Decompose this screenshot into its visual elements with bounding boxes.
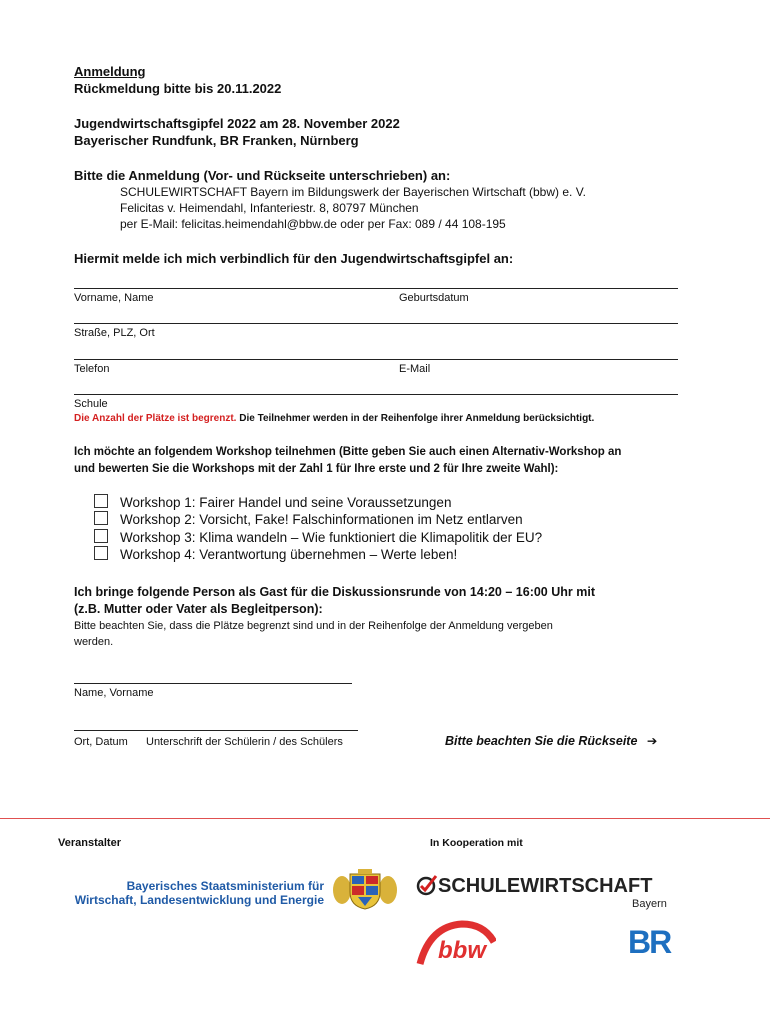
signature-line[interactable]	[74, 730, 358, 731]
schulewirtschaft-region: Bayern	[632, 898, 667, 910]
workshop-heading-2: und bewerten Sie die Workshops mit der Zahl 1 für Ihre erste und 2 für Ihre zweite Wahl):	[74, 463, 559, 475]
bbw-logo-text: bbw	[438, 937, 486, 964]
workshop-3-checkbox[interactable]	[94, 529, 108, 543]
guest-note-1: Bitte beachten Sie, dass die Plätze begrenzt sind und in der Reihenfolge der Anmeldung vergeben	[74, 620, 553, 632]
event-title: Jugendwirtschaftsgipfel 2022 am 28. November 2022	[74, 116, 400, 131]
limited-places-order: Die Teilnehmer werden in der Reihenfolge ihrer Anmeldung berücksichtigt.	[236, 413, 595, 424]
workshop-2-label: Workshop 2: Vorsicht, Fake! Falschinformationen im Netz entlarven	[120, 512, 523, 527]
event-venue: Bayerischer Rundfunk, BR Franken, Nürnberg	[74, 133, 359, 148]
workshop-4-label: Workshop 4: Verantwortung übernehmen – Werte leben!	[120, 547, 458, 562]
workshop-heading-1: Ich möchte an folgendem Workshop teilnehmen (Bitte geben Sie auch einen Alternativ-Workshop an	[74, 446, 622, 458]
backside-note	[445, 733, 657, 749]
school-line[interactable]	[74, 394, 678, 395]
schulewirtschaft-check-icon	[416, 874, 438, 896]
limited-places-warning: Die Anzahl der Plätze ist begrenzt.	[74, 413, 237, 424]
address-intro: Bitte die Anmeldung (Vor- und Rückseite unterschrieben) an:	[74, 168, 451, 183]
guest-heading-1: Ich bringe folgende Person als Gast für die Diskussionsrunde von 14:20 – 16:00 Uhr mit	[74, 585, 595, 599]
workshop-1-checkbox[interactable]	[94, 494, 108, 508]
name-label: Vorname, Name	[74, 292, 154, 304]
form-title: Anmeldung	[74, 64, 146, 79]
organizer-label: Veranstalter	[58, 837, 121, 849]
email-label: E-Mail	[399, 363, 431, 375]
signature-label: Unterschrift der Schülerin / des Schülers	[146, 736, 343, 748]
workshop-4-checkbox[interactable]	[94, 546, 108, 560]
guest-heading-2: (z.B. Mutter oder Vater als Begleitperson):	[74, 602, 323, 616]
address-line-1: SCHULEWIRTSCHAFT Bayern im Bildungswerk der Bayerischen Wirtschaft (bbw) e. V.	[120, 185, 586, 199]
limited-places-note	[74, 412, 594, 426]
phone-email-line[interactable]	[74, 359, 678, 360]
school-label: Schule	[74, 398, 108, 410]
backside-note-text: Bitte beachten Sie die Rückseite	[445, 734, 638, 748]
ministry-name-2: Wirtschaft, Landesentwicklung und Energie	[74, 893, 324, 907]
bbw-logo	[416, 920, 496, 966]
schulewirtschaft-logo: SCHULEWIRTSCHAFT	[438, 875, 653, 897]
ministry-name-1: Bayerisches Staatsministerium für	[126, 879, 324, 893]
guest-note-2: werden.	[74, 636, 114, 648]
phone-label: Telefon	[74, 363, 110, 375]
name-line[interactable]	[74, 288, 678, 289]
birthdate-label: Geburtsdatum	[399, 292, 469, 304]
guest-name-line[interactable]	[74, 683, 352, 684]
place-date-label: Ort, Datum	[74, 736, 128, 748]
arrow-right-icon: ➔	[646, 734, 658, 748]
bavarian-coat-of-arms-icon	[332, 868, 398, 910]
street-line[interactable]	[74, 323, 678, 324]
street-label: Straße, PLZ, Ort	[74, 327, 155, 339]
guest-name-label: Name, Vorname	[74, 687, 154, 699]
footer-divider	[0, 818, 770, 819]
workshop-2-checkbox[interactable]	[94, 511, 108, 525]
workshop-1-label: Workshop 1: Fairer Handel und seine Voraussetzungen	[120, 495, 452, 510]
cooperation-label: In Kooperation mit	[430, 837, 523, 849]
address-line-3: per E-Mail: felicitas.heimendahl@bbw.de oder per Fax: 089 / 44 108-195	[120, 217, 506, 231]
ministry-logo	[68, 879, 324, 907]
address-line-2: Felicitas v. Heimendahl, Infanteriestr. 8, 80797 München	[120, 201, 419, 215]
br-logo: BR	[628, 924, 671, 960]
workshop-3-label: Workshop 3: Klima wandeln – Wie funktioniert die Klimapolitik der EU?	[120, 530, 543, 545]
deadline: Rückmeldung bitte bis 20.11.2022	[74, 81, 282, 96]
registration-heading: Hiermit melde ich mich verbindlich für den Jugendwirtschaftsgipfel an:	[74, 251, 514, 266]
